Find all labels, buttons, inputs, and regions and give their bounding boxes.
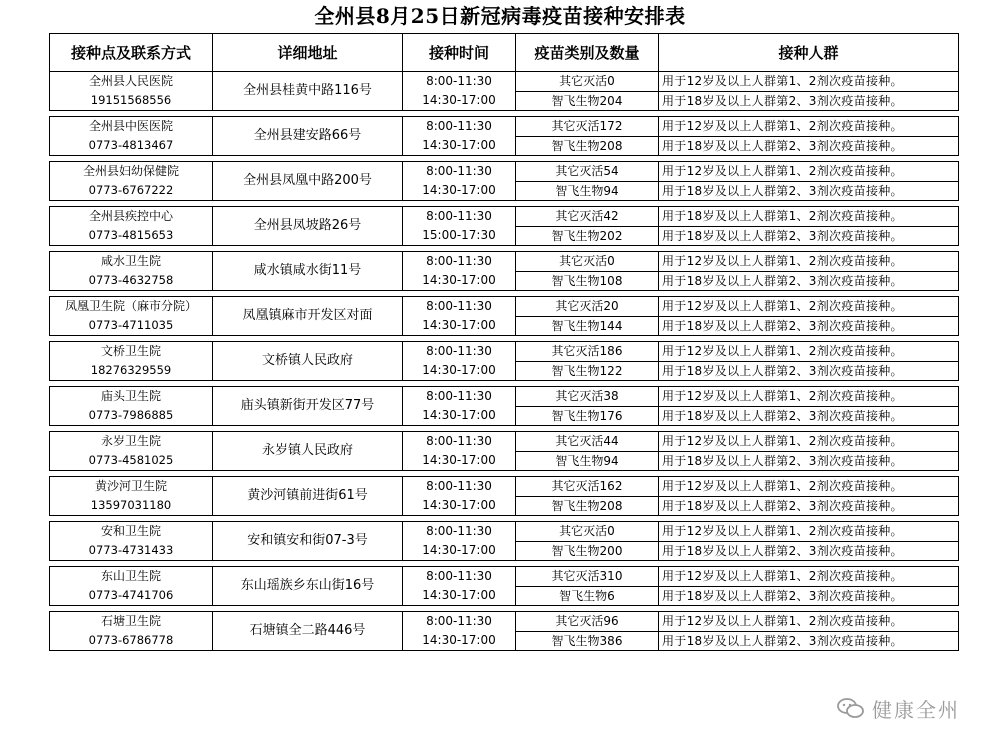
- site-name: 永岁卫生院: [100, 434, 161, 448]
- time-morning: 8:00-11:30: [426, 569, 492, 583]
- time-cell: [403, 342, 516, 381]
- vaccine-cell: 智飞生物108: [516, 271, 659, 291]
- site-phone: 0773-4632758: [88, 273, 174, 287]
- time-cell: [403, 522, 516, 561]
- site-cell: [50, 342, 213, 381]
- site-phone: 0773-4741706: [88, 588, 174, 602]
- vaccine-cell: 其它灭活20: [516, 297, 659, 317]
- table-row: [50, 117, 959, 137]
- schedule-table-container: [49, 33, 958, 651]
- header-time: 接种时间: [403, 34, 516, 72]
- time-morning: 8:00-11:30: [426, 344, 492, 358]
- address-cell: 石塘镇全二路446号: [213, 612, 403, 651]
- time-morning: 8:00-11:30: [426, 254, 492, 268]
- table-row: [50, 297, 959, 317]
- table-row: [50, 342, 959, 362]
- vaccine-cell: 其它灭活0: [516, 252, 659, 272]
- site-phone: 0773-4581025: [88, 453, 174, 467]
- site-cell: [50, 432, 213, 471]
- time-morning: 8:00-11:30: [426, 299, 492, 313]
- crowd-cell: 用于18岁及以上人群第2、3剂次疫苗接种。: [659, 271, 959, 291]
- site-phone: 0773-6767222: [88, 183, 174, 197]
- crowd-cell: 用于18岁及以上人群第2、3剂次疫苗接种。: [659, 361, 959, 381]
- crowd-cell: 用于18岁及以上人群第2、3剂次疫苗接种。: [659, 586, 959, 606]
- crowd-cell: 用于12岁及以上人群第1、2剂次疫苗接种。: [659, 567, 959, 587]
- table-row: [50, 252, 959, 272]
- vaccine-cell: 智飞生物200: [516, 541, 659, 561]
- site-name: 全州县人民医院: [88, 74, 173, 88]
- site-name: 凤凰卫生院（麻市分院）: [64, 299, 197, 313]
- time-afternoon: 14:30-17:00: [422, 588, 496, 602]
- crowd-cell: 用于18岁及以上人群第2、3剂次疫苗接种。: [659, 91, 959, 111]
- site-name: 安和卫生院: [100, 524, 161, 538]
- table-header-row: [50, 34, 959, 72]
- crowd-cell: 用于12岁及以上人群第1、2剂次疫苗接种。: [659, 477, 959, 497]
- vaccine-cell: 其它灭活54: [516, 162, 659, 182]
- address-cell: 文桥镇人民政府: [213, 342, 403, 381]
- site-name: 黄沙河卫生院: [94, 479, 167, 493]
- table-row: [50, 567, 959, 587]
- time-afternoon: 14:30-17:00: [422, 318, 496, 332]
- vaccine-cell: 其它灭活172: [516, 117, 659, 137]
- crowd-cell: 用于12岁及以上人群第1、2剂次疫苗接种。: [659, 432, 959, 452]
- time-afternoon: 14:30-17:00: [422, 273, 496, 287]
- header-site: 接种点及联系方式: [50, 34, 213, 72]
- site-phone: 18276329559: [90, 363, 172, 377]
- table-row: [50, 522, 959, 542]
- site-cell: [50, 612, 213, 651]
- crowd-cell: 用于18岁及以上人群第2、3剂次疫苗接种。: [659, 136, 959, 156]
- vaccine-cell: 其它灭活162: [516, 477, 659, 497]
- crowd-cell: 用于18岁及以上人群第2、3剂次疫苗接种。: [659, 631, 959, 651]
- table-row: [50, 162, 959, 182]
- crowd-cell: 用于18岁及以上人群第2、3剂次疫苗接种。: [659, 541, 959, 561]
- site-name: 石塘卫生院: [100, 614, 161, 628]
- time-afternoon: 14:30-17:00: [422, 363, 496, 377]
- site-phone: 0773-4815653: [88, 228, 174, 242]
- time-afternoon: 14:30-17:00: [422, 633, 496, 647]
- time-morning: 8:00-11:30: [426, 164, 492, 178]
- vaccine-cell: 智飞生物94: [516, 181, 659, 201]
- time-morning: 8:00-11:30: [426, 74, 492, 88]
- crowd-cell: 用于12岁及以上人群第1、2剂次疫苗接种。: [659, 117, 959, 137]
- site-cell: [50, 387, 213, 426]
- time-cell: [403, 567, 516, 606]
- time-morning: 8:00-11:30: [426, 389, 492, 403]
- site-cell: [50, 522, 213, 561]
- address-cell: 咸水镇咸水街11号: [213, 252, 403, 291]
- vaccine-cell: 智飞生物122: [516, 361, 659, 381]
- vaccine-cell: 其它灭活44: [516, 432, 659, 452]
- vaccine-cell: 其它灭活38: [516, 387, 659, 407]
- header-vaccine: 疫苗类别及数量: [516, 34, 659, 72]
- table-row: [50, 612, 959, 632]
- crowd-cell: 用于18岁及以上人群第2、3剂次疫苗接种。: [659, 496, 959, 516]
- table-row: [50, 207, 959, 227]
- crowd-cell: 用于18岁及以上人群第2、3剂次疫苗接种。: [659, 226, 959, 246]
- crowd-cell: 用于12岁及以上人群第1、2剂次疫苗接种。: [659, 612, 959, 632]
- crowd-cell: 用于12岁及以上人群第1、2剂次疫苗接种。: [659, 162, 959, 182]
- crowd-cell: 用于18岁及以上人群第2、3剂次疫苗接种。: [659, 316, 959, 336]
- vaccine-cell: 智飞生物386: [516, 631, 659, 651]
- table-row: [50, 477, 959, 497]
- time-afternoon: 14:30-17:00: [422, 543, 496, 557]
- address-cell: 庙头镇新街开发区77号: [213, 387, 403, 426]
- address-cell: 全州县建安路66号: [213, 117, 403, 156]
- time-cell: [403, 72, 516, 111]
- site-cell: [50, 252, 213, 291]
- site-cell: [50, 567, 213, 606]
- site-cell: [50, 162, 213, 201]
- address-cell: 黄沙河镇前进街61号: [213, 477, 403, 516]
- vaccine-cell: 其它灭活0: [516, 522, 659, 542]
- time-cell: [403, 477, 516, 516]
- address-cell: 东山瑶族乡东山街16号: [213, 567, 403, 606]
- time-afternoon: 14:30-17:00: [422, 498, 496, 512]
- table-body: [50, 72, 959, 651]
- time-morning: 8:00-11:30: [426, 614, 492, 628]
- vaccine-cell: 其它灭活186: [516, 342, 659, 362]
- crowd-cell: 用于12岁及以上人群第1、2剂次疫苗接种。: [659, 342, 959, 362]
- time-cell: [403, 252, 516, 291]
- vaccine-cell: 智飞生物176: [516, 406, 659, 426]
- crowd-cell: 用于18岁及以上人群第2、3剂次疫苗接种。: [659, 451, 959, 471]
- header-crowd: 接种人群: [659, 34, 959, 72]
- address-cell: 全州县凤坡路26号: [213, 207, 403, 246]
- chat-bubbles-icon: [836, 696, 866, 720]
- vaccine-cell: 智飞生物94: [516, 451, 659, 471]
- site-cell: [50, 477, 213, 516]
- vaccine-cell: 其它灭活96: [516, 612, 659, 632]
- address-cell: 安和镇安和街07-3号: [213, 522, 403, 561]
- site-phone: 0773-7986885: [88, 408, 174, 422]
- crowd-cell: 用于12岁及以上人群第1、2剂次疫苗接种。: [659, 297, 959, 317]
- address-cell: 永岁镇人民政府: [213, 432, 403, 471]
- crowd-cell: 用于18岁及以上人群第2、3剂次疫苗接种。: [659, 181, 959, 201]
- vaccine-cell: 智飞生物144: [516, 316, 659, 336]
- vaccine-cell: 智飞生物6: [516, 586, 659, 606]
- time-afternoon: 14:30-17:00: [422, 408, 496, 422]
- crowd-cell: 用于12岁及以上人群第1、2剂次疫苗接种。: [659, 522, 959, 542]
- crowd-cell: 用于18岁及以上人群第2、3剂次疫苗接种。: [659, 406, 959, 426]
- site-cell: [50, 117, 213, 156]
- time-cell: [403, 162, 516, 201]
- time-morning: 8:00-11:30: [426, 479, 492, 493]
- vaccine-cell: 其它灭活42: [516, 207, 659, 227]
- time-cell: [403, 387, 516, 426]
- site-phone: 0773-4711035: [88, 318, 174, 332]
- vaccine-cell: 其它灭活0: [516, 72, 659, 92]
- site-phone: 0773-4731433: [88, 543, 174, 557]
- vaccine-cell: 智飞生物202: [516, 226, 659, 246]
- site-name: 文桥卫生院: [100, 344, 161, 358]
- site-name: 庙头卫生院: [100, 389, 161, 403]
- time-afternoon: 15:00-17:30: [422, 228, 496, 242]
- table-row: [50, 72, 959, 92]
- crowd-cell: 用于18岁及以上人群第1、2剂次疫苗接种。: [659, 207, 959, 227]
- time-afternoon: 14:30-17:00: [422, 93, 496, 107]
- vaccine-cell: 智飞生物208: [516, 136, 659, 156]
- site-name: 东山卫生院: [100, 569, 161, 583]
- time-morning: 8:00-11:30: [426, 119, 492, 133]
- site-name: 全州县中医医院: [88, 119, 173, 133]
- site-name: 全州县妇幼保健院: [82, 164, 179, 178]
- address-cell: 全州县凤凰中路200号: [213, 162, 403, 201]
- time-cell: [403, 432, 516, 471]
- crowd-cell: 用于12岁及以上人群第1、2剂次疫苗接种。: [659, 252, 959, 272]
- site-phone: 0773-6786778: [88, 633, 174, 647]
- time-afternoon: 14:30-17:00: [422, 183, 496, 197]
- site-cell: [50, 207, 213, 246]
- site-phone: 19151568556: [90, 93, 172, 107]
- header-address: 详细地址: [213, 34, 403, 72]
- vaccine-cell: 智飞生物204: [516, 91, 659, 111]
- time-afternoon: 14:30-17:00: [422, 453, 496, 467]
- site-phone: 0773-4813467: [88, 138, 174, 152]
- site-cell: [50, 72, 213, 111]
- watermark-logo: [836, 693, 976, 723]
- site-cell: [50, 297, 213, 336]
- table-row: [50, 432, 959, 452]
- crowd-cell: 用于12岁及以上人群第1、2剂次疫苗接种。: [659, 387, 959, 407]
- crowd-cell: 用于12岁及以上人群第1、2剂次疫苗接种。: [659, 72, 959, 92]
- vaccine-cell: 智飞生物208: [516, 496, 659, 516]
- site-phone: 13597031180: [90, 498, 172, 512]
- time-cell: [403, 297, 516, 336]
- address-cell: 全州县桂黄中路116号: [213, 72, 403, 111]
- page-title: 全州县8月25日新冠病毒疫苗接种安排表: [314, 4, 686, 28]
- time-cell: [403, 612, 516, 651]
- site-name: 全州县疾控中心: [88, 209, 173, 223]
- time-morning: 8:00-11:30: [426, 209, 492, 223]
- time-afternoon: 14:30-17:00: [422, 138, 496, 152]
- schedule-table: [49, 33, 959, 651]
- vaccine-cell: 其它灭活310: [516, 567, 659, 587]
- time-morning: 8:00-11:30: [426, 524, 492, 538]
- watermark-text: 健康全州: [872, 697, 960, 722]
- time-cell: [403, 207, 516, 246]
- time-cell: [403, 117, 516, 156]
- address-cell: 凤凰镇麻市开发区对面: [213, 297, 403, 336]
- time-morning: 8:00-11:30: [426, 434, 492, 448]
- site-name: 咸水卫生院: [100, 254, 161, 268]
- table-row: [50, 387, 959, 407]
